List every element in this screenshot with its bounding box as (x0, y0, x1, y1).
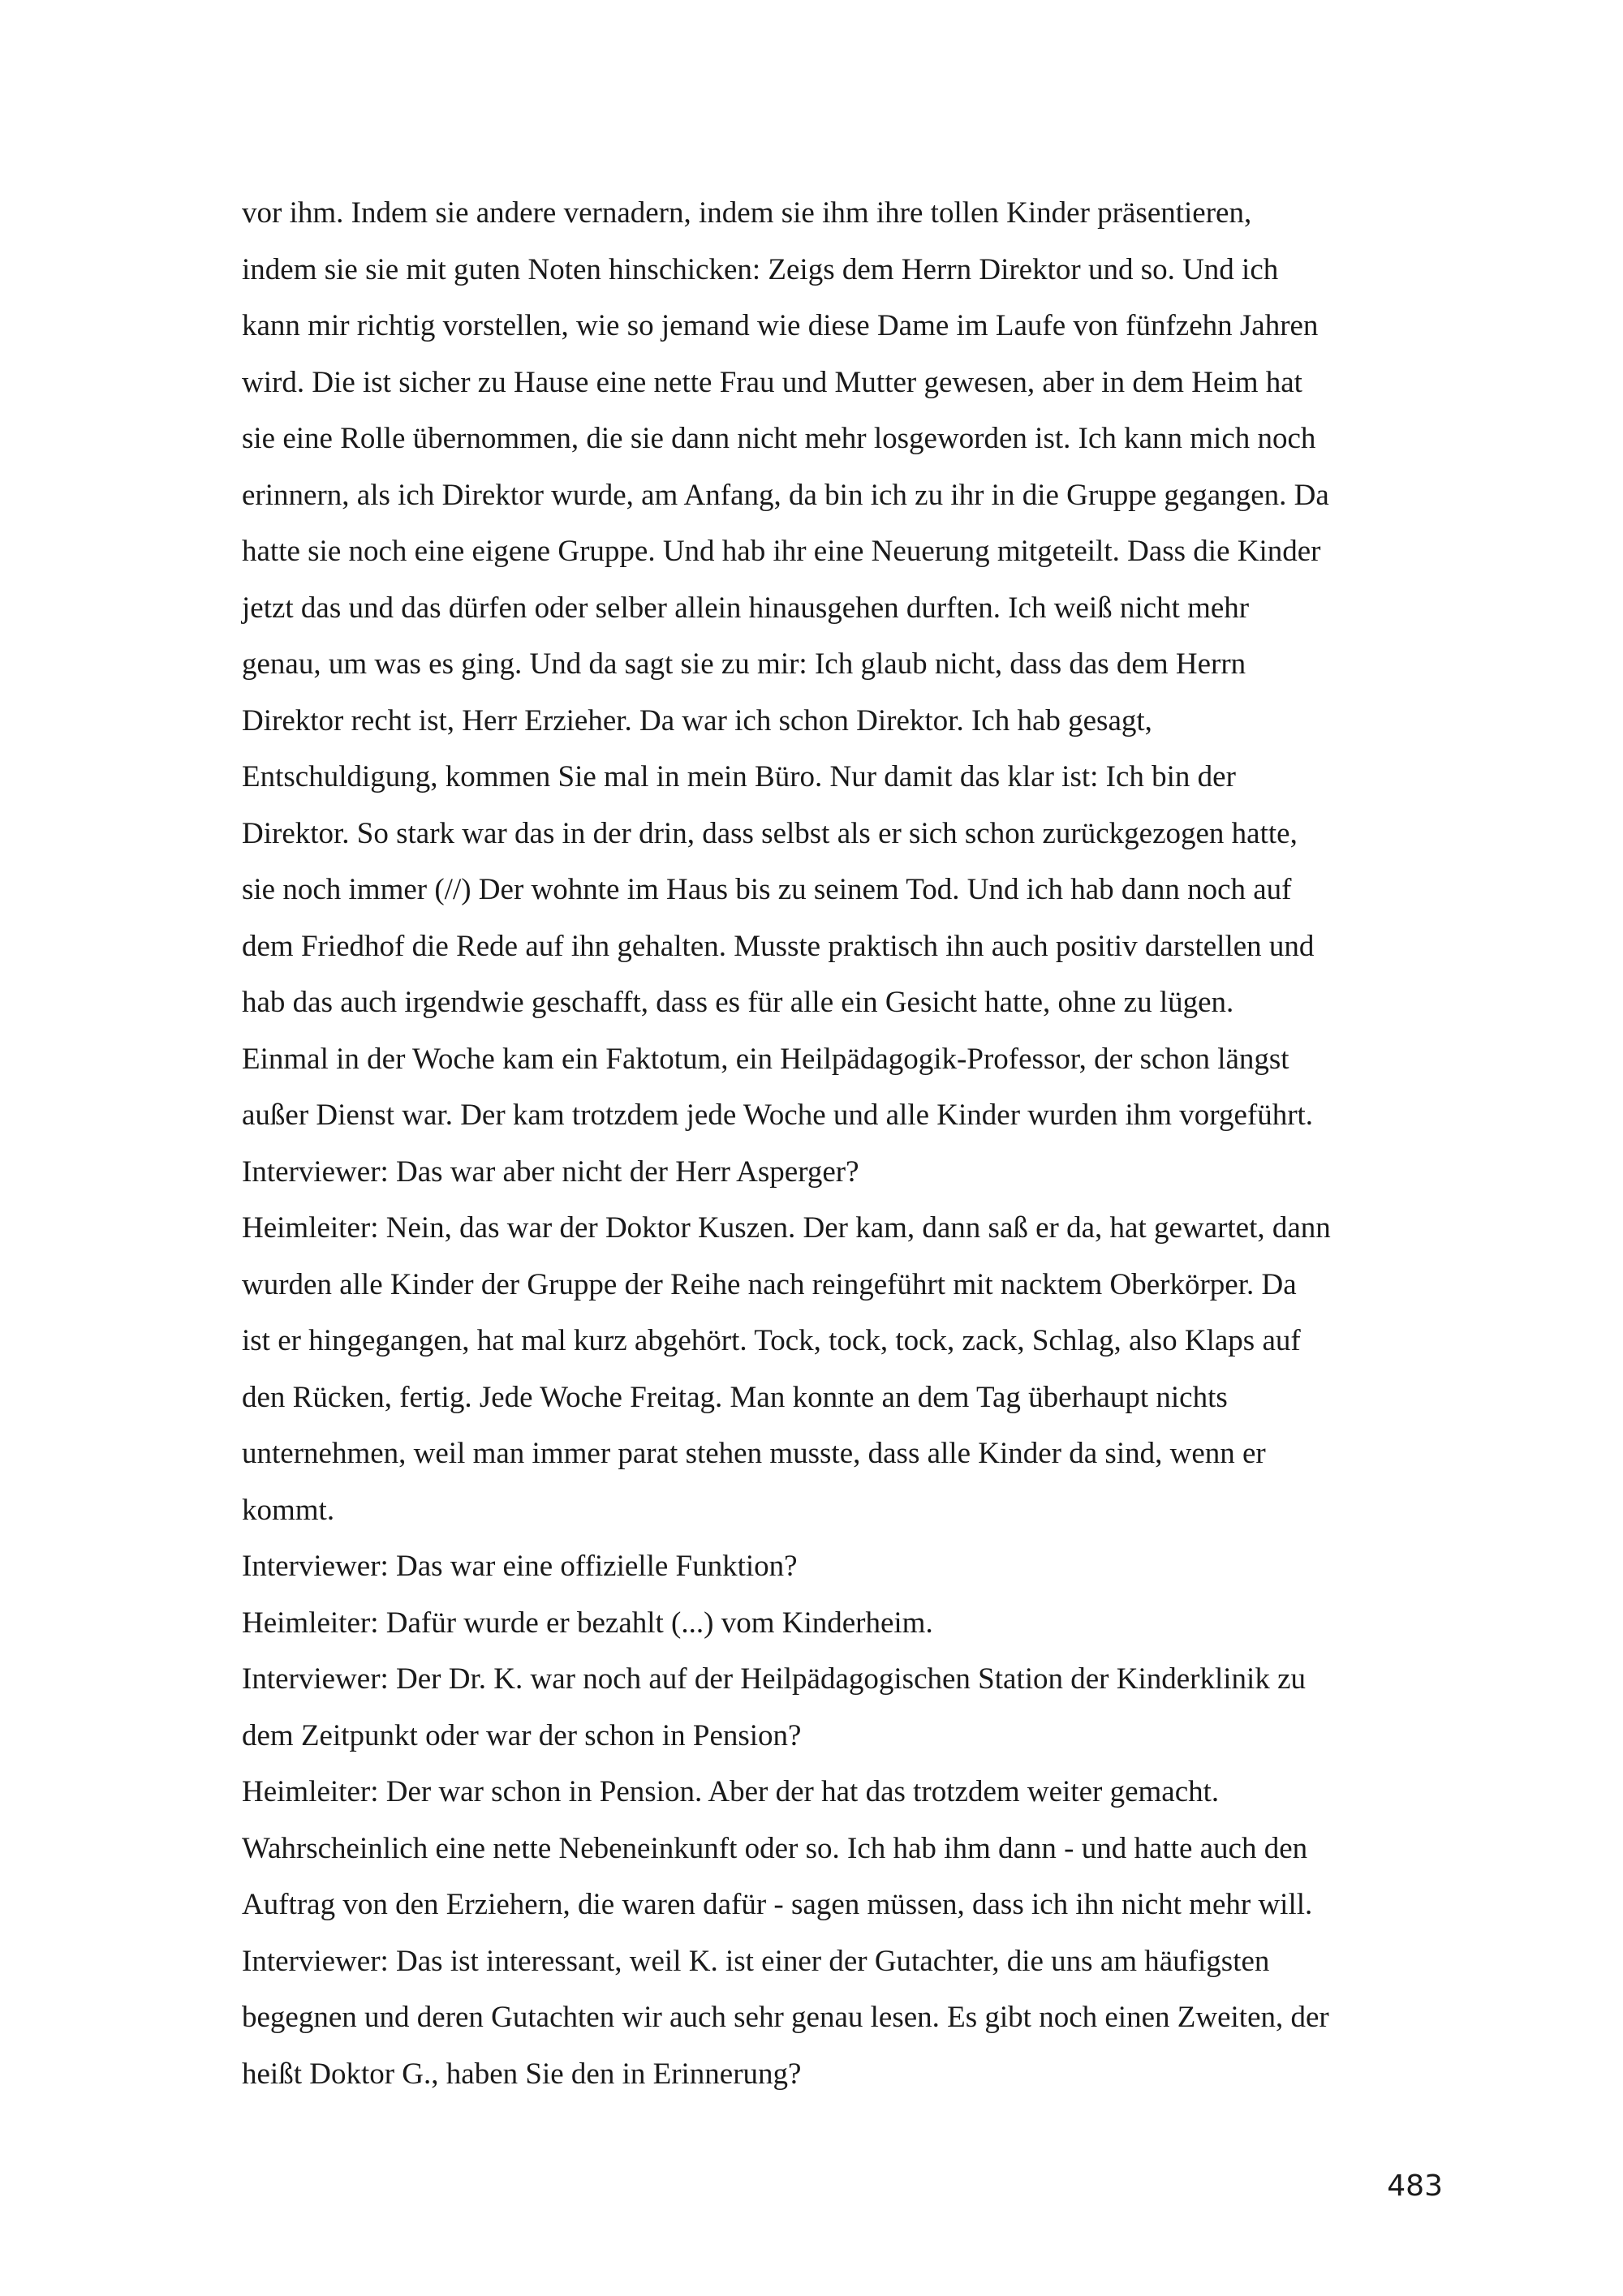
text-line: außer Dienst war. Der kam trotzdem jede Woche und alle Kinder wurden ihm vorgeführt. (242, 1099, 1314, 1132)
text-line: Heimleiter: Nein, das war der Doktor Kuszen. Der kam, dann saß er da, hat gewartet, dann (242, 1211, 1331, 1245)
text-line: wird. Die ist sicher zu Hause eine nette Frau und Mutter gewesen, aber in dem Heim hat (242, 365, 1302, 399)
text-line: Interviewer: Der Dr. K. war noch auf der Heilpädagogischen Station der Kinderklinik zu (242, 1662, 1307, 1696)
text-line: begegnen und deren Gutachten wir auch sehr genau lesen. Es gibt noch einen Zweiten, der (242, 2001, 1329, 2034)
text-line: Auftrag von den Erziehern, die waren dafür - sagen müssen, dass ich ihn nicht mehr will. (242, 1888, 1313, 1921)
text-line: Interviewer: Das war eine offizielle Funktion? (242, 1550, 798, 1583)
text-line: sie eine Rolle übernommen, die sie dann nicht mehr losgeworden ist. Ich kann mich noch (242, 422, 1316, 455)
text-line: jetzt das und das dürfen oder selber allein hinausgehen durften. Ich weiß nicht mehr (242, 591, 1250, 625)
text-line: indem sie sie mit guten Noten hinschicken: Zeigs dem Herrn Direktor und so. Und ich (242, 252, 1279, 286)
text-line: sie noch immer (//) Der wohnte im Haus bis zu seinem Tod. Und ich hab dann noch auf (242, 873, 1292, 906)
text-line: dem Friedhof die Rede auf ihn gehalten. Musste praktisch ihn auch positiv darstellen und (242, 929, 1315, 963)
text-line: den Rücken, fertig. Jede Woche Freitag. Man konnte an dem Tag überhaupt nichts (242, 1380, 1228, 1414)
text-line: hab das auch irgendwie geschafft, dass es für alle ein Gesicht hatte, ohne zu lügen. (242, 986, 1234, 1019)
text-line: kann mir richtig vorstellen, wie so jemand wie diese Dame im Laufe von fünfzehn Jahren (242, 309, 1319, 342)
text-line: Direktor recht ist, Herr Erzieher. Da war ich schon Direktor. Ich hab gesagt, (242, 703, 1152, 737)
text-line: unternehmen, weil man immer parat stehen musste, dass alle Kinder da sind, wenn er (242, 1437, 1266, 1470)
body-text (242, 185, 1443, 2102)
text-line: dem Zeitpunkt oder war der schon in Pension? (242, 1718, 802, 1752)
text-line: Entschuldigung, kommen Sie mal in mein Büro. Nur damit das klar ist: Ich bin der (242, 760, 1236, 793)
text-line: Direktor. So stark war das in der drin, dass selbst als er sich schon zurückgezogen hatte, (242, 816, 1298, 850)
text-line: ist er hingegangen, hat mal kurz abgehört. Tock, tock, tock, zack, Schlag, also Klaps auf (242, 1324, 1301, 1357)
text-line: Einmal in der Woche kam ein Faktotum, ein Heilpädagogik-Professor, der schon längst (242, 1042, 1289, 1076)
text-line: hatte sie noch eine eigene Gruppe. Und hab ihr eine Neuerung mitgeteilt. Dass die Kinder (242, 535, 1321, 568)
text-line: Wahrscheinlich eine nette Nebeneinkunft oder so. Ich hab ihm dann - und hatte auch den (242, 1831, 1308, 1865)
text-line: wurden alle Kinder der Gruppe der Reihe nach reingeführt mit nacktem Oberkörper. Da (242, 1267, 1297, 1301)
text-line: Interviewer: Das ist interessant, weil K. ist einer der Gutachter, die uns am häufigsten (242, 1944, 1270, 1978)
text-line: Heimleiter: Der war schon in Pension. Aber der hat das trotzdem weiter gemacht. (242, 1775, 1220, 1808)
text-line: kommt. (242, 1493, 335, 1527)
text-line: Interviewer: Das war aber nicht der Herr Asperger? (242, 1154, 859, 1189)
text-line: Heimleiter: Dafür wurde er bezahlt (...) vom Kinderheim. (242, 1606, 933, 1640)
text-line: erinnern, als ich Direktor wurde, am Anfang, da bin ich zu ihr in die Gruppe gegangen. Da (242, 478, 1329, 512)
text-line: vor ihm. Indem sie andere vernadern, indem sie ihm ihre tollen Kinder präsentieren, (242, 196, 1252, 230)
text-line: genau, um was es ging. Und da sagt sie zu mir: Ich glaub nicht, dass das dem Herrn (242, 647, 1246, 681)
text-line: heißt Doktor G., haben Sie den in Erinnerung? (242, 2057, 802, 2091)
page-number: 483 (1387, 2169, 1443, 2203)
